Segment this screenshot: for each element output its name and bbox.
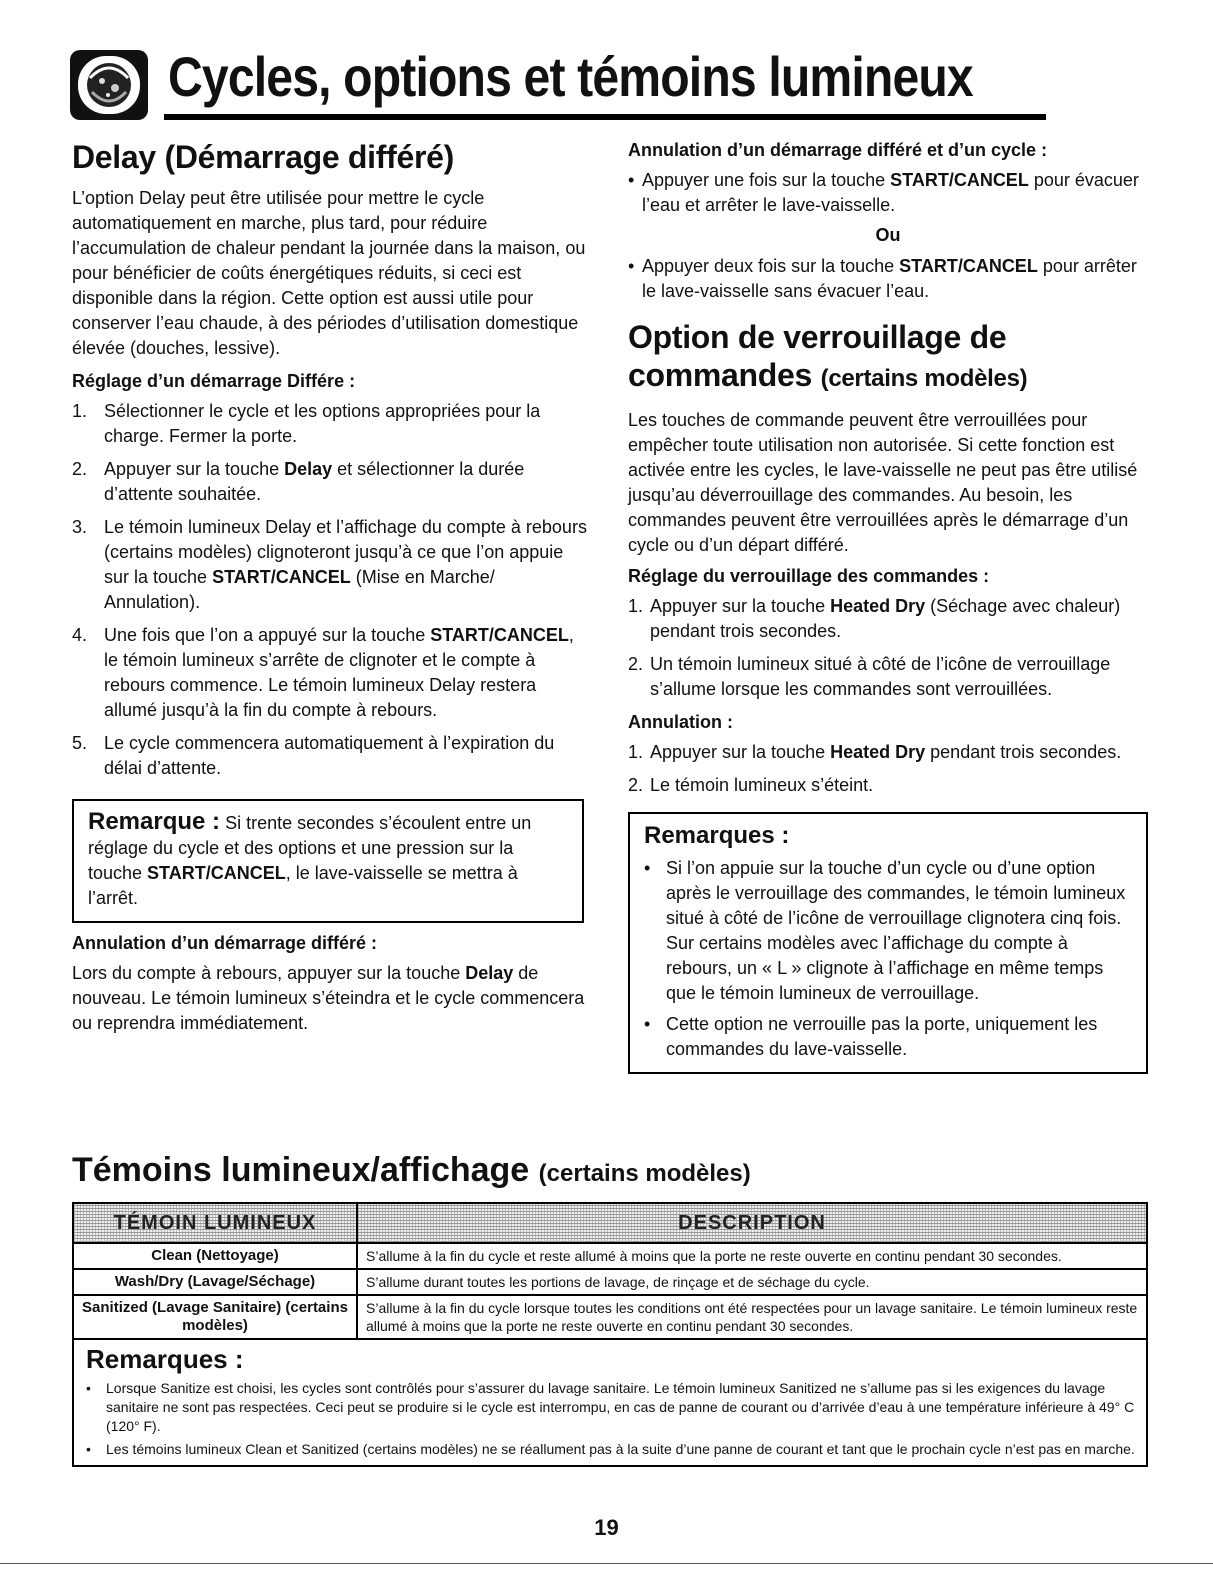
table-row: Wash/Dry (Lavage/Séchage) S’allume durant toutes les portions de lavage, de rinçage et de séchage du cycle.: [73, 1269, 1147, 1295]
list-item: 3. Le témoin lumineux Delay et l’affichage du compte à rebours (certains modèles) clignoteront jusqu’à ce que l’on appuie sur la touche START/CANCEL (Mise en Marche/ Annulation).: [72, 517, 587, 612]
table-row: Clean (Nettoyage) S’allume à la fin du cycle et reste allumé à moins que la porte ne reste ouverte en continu pendant 30 secondes.: [73, 1243, 1147, 1269]
lights-section: [72, 1150, 1148, 1467]
list-item: 1. Appuyer sur la touche Heated Dry (Séchage avec chaleur) pendant trois secondes.: [628, 596, 1121, 641]
delay-remark: Remarque : Si trente secondes s’écoulent entre un réglage du cycle et des options et une pression sur la touche START/CANCEL, le lave-vaisselle se mettra à l’arrêt.: [88, 808, 532, 908]
lock-remarks-title: Remarques :: [644, 822, 790, 849]
lights-section-title: Témoins lumineux/affichage (certains modèles): [72, 1151, 751, 1189]
lights-remarks-title: Remarques :: [86, 1344, 244, 1374]
page-title: Cycles, options et témoins lumineux: [168, 45, 973, 108]
lock-cancel-title: Annulation :: [628, 712, 733, 732]
table-header-row: [73, 1203, 1147, 1243]
column-header-light: TÉMOIN LUMINEUX: [73, 1203, 357, 1243]
page-header: [68, 40, 1148, 124]
list-item: • Les témoins lumineux Clean et Sanitized (certains modèles) ne se réallument pas à la suite d’une panne de courant et tant que le prochain cycle n’est pas en marche.: [86, 1441, 1135, 1457]
list-item: 1. Appuyer sur la touche Heated Dry pendant trois secondes.: [628, 742, 1122, 762]
lock-section-title: Option de verrouillage de commandes (certains modèles): [628, 319, 1028, 393]
list-item: 2. Un témoin lumineux situé à côté de l’icône de verrouillage s’allume lorsque les commandes sont verrouillées.: [628, 654, 1111, 699]
list-item: • Si l’on appuie sur la touche d’un cycle ou d’une option après le verrouillage des commandes, le témoin lumineux situé à côté de l’icône de verrouillage clignotera cinq fois. Sur certains modèles avec l’affichage du compte à rebours, un « L » clignote à l’affichage en même temps que le témoin lumineux de verrouillage.: [644, 858, 1126, 1003]
list-item: • Lorsque Sanitize est choisi, les cycles sont contrôlés pour s’assurer du lavage sanitaire. Le témoin lumineux Sanitized ne s’allume pas si les exigences du lavage sanitaire ne sont pas respectées. Ceci peut se produire si le cycle est interrompu, en cas de panne de courant ou d’arrivée d’eau à une température inférieure à 49° C (120° F).: [86, 1380, 1135, 1434]
cancel-cycle-list-2: [628, 254, 1148, 304]
cancel-cycle-title: Annulation d’un démarrage différé et d’un cycle :: [628, 140, 1048, 160]
lock-steps: [628, 594, 1148, 702]
delay-setup-title: Réglage d’un démarrage Différe :: [72, 371, 356, 391]
delay-steps: [72, 399, 592, 781]
page-number: 19: [594, 1515, 619, 1540]
list-item: • Cette option ne verrouille pas la porte, uniquement les commandes du lave-vaisselle.: [644, 1014, 1098, 1059]
left-column: [72, 138, 592, 1036]
lights-remarks-box: [72, 1340, 1148, 1467]
dishwasher-spray-icon: [68, 48, 150, 122]
delay-cancel-title: Annulation d’un démarrage différé :: [72, 933, 378, 953]
list-item: 2. Le témoin lumineux s’éteint.: [628, 775, 874, 795]
lights-table: [72, 1202, 1148, 1340]
list-item: 2. Appuyer sur la touche Delay et sélectionner la durée d’attente souhaitée.: [72, 459, 525, 504]
delay-remark-box: [72, 799, 584, 923]
lock-cancel-steps: [628, 740, 1148, 798]
lock-setup-title: Réglage du verrouillage des commandes :: [628, 566, 990, 586]
list-item: 1. Sélectionner le cycle et les options appropriées pour la charge. Fermer la porte.: [72, 401, 541, 446]
title-underline: [164, 114, 1046, 120]
cancel-cycle-list: [628, 168, 1148, 218]
lock-intro: Les touches de commande peuvent être verrouillées pour empêcher toute utilisation non autorisée. Si cette fonction est activée entre les cycles, le lave-vaisselle ne peut pas être utilisé jusqu’au déverrouillage des commandes. Au besoin, les commandes peuvent être verrouillées après le démarrage d’un cycle ou d’un départ différé.: [628, 410, 1138, 555]
footer-rule: [0, 1563, 1213, 1564]
lights-remarks-list: [86, 1379, 1136, 1459]
right-column: [628, 138, 1148, 1074]
table-row: Sanitized (Lavage Sanitaire) (certains modèles) S’allume à la fin du cycle lorsque toutes les conditions ont été respectées pour un lavage sanitaire. Le témoin lumineux reste allumé à moins que la porte ne reste ouverte en continu pendant 30 secondes.: [73, 1295, 1147, 1339]
list-item: 4. Une fois que l’on a appuyé sur la touche START/CANCEL, le témoin lumineux s’arrête de clignoter et le compte à rebours commence. Le témoin lumineux Delay restera allumé jusqu’à la fin du compte à rebours.: [72, 625, 574, 720]
list-item: • Appuyer une fois sur la touche START/CANCEL pour évacuer l’eau et arrêter le lave-vaisselle.: [628, 170, 1139, 215]
lock-remarks-box: [628, 812, 1148, 1074]
list-item: • Appuyer deux fois sur la touche START/CANCEL pour arrêter le lave-vaisselle sans évacuer l’eau.: [628, 256, 1137, 301]
column-header-description: DESCRIPTION: [357, 1203, 1147, 1243]
delay-intro: L’option Delay peut être utilisée pour mettre le cycle automatiquement en marche, plus tard, pour réduire l’accumulation de chaleur pendant la journée dans la maison, ou pour bénéficier de coûts énergétiques réduits, si ceci est disponible dans la région. Cette option est aussi utile pour conserver l’eau chaude, à des périodes d’utilisation domestique élevée (douches, lessive).: [72, 188, 586, 358]
delay-section-title: Delay (Démarrage différé): [72, 139, 454, 175]
list-item: 5. Le cycle commencera automatiquement à l’expiration du délai d’attente.: [72, 733, 555, 778]
lock-remarks-list: [644, 856, 1136, 1062]
delay-cancel-text: Lors du compte à rebours, appuyer sur la touche Delay de nouveau. Le témoin lumineux s’éteindra et le cycle commencera ou reprendra immédiatement.: [72, 963, 585, 1033]
or-separator: Ou: [875, 225, 901, 245]
